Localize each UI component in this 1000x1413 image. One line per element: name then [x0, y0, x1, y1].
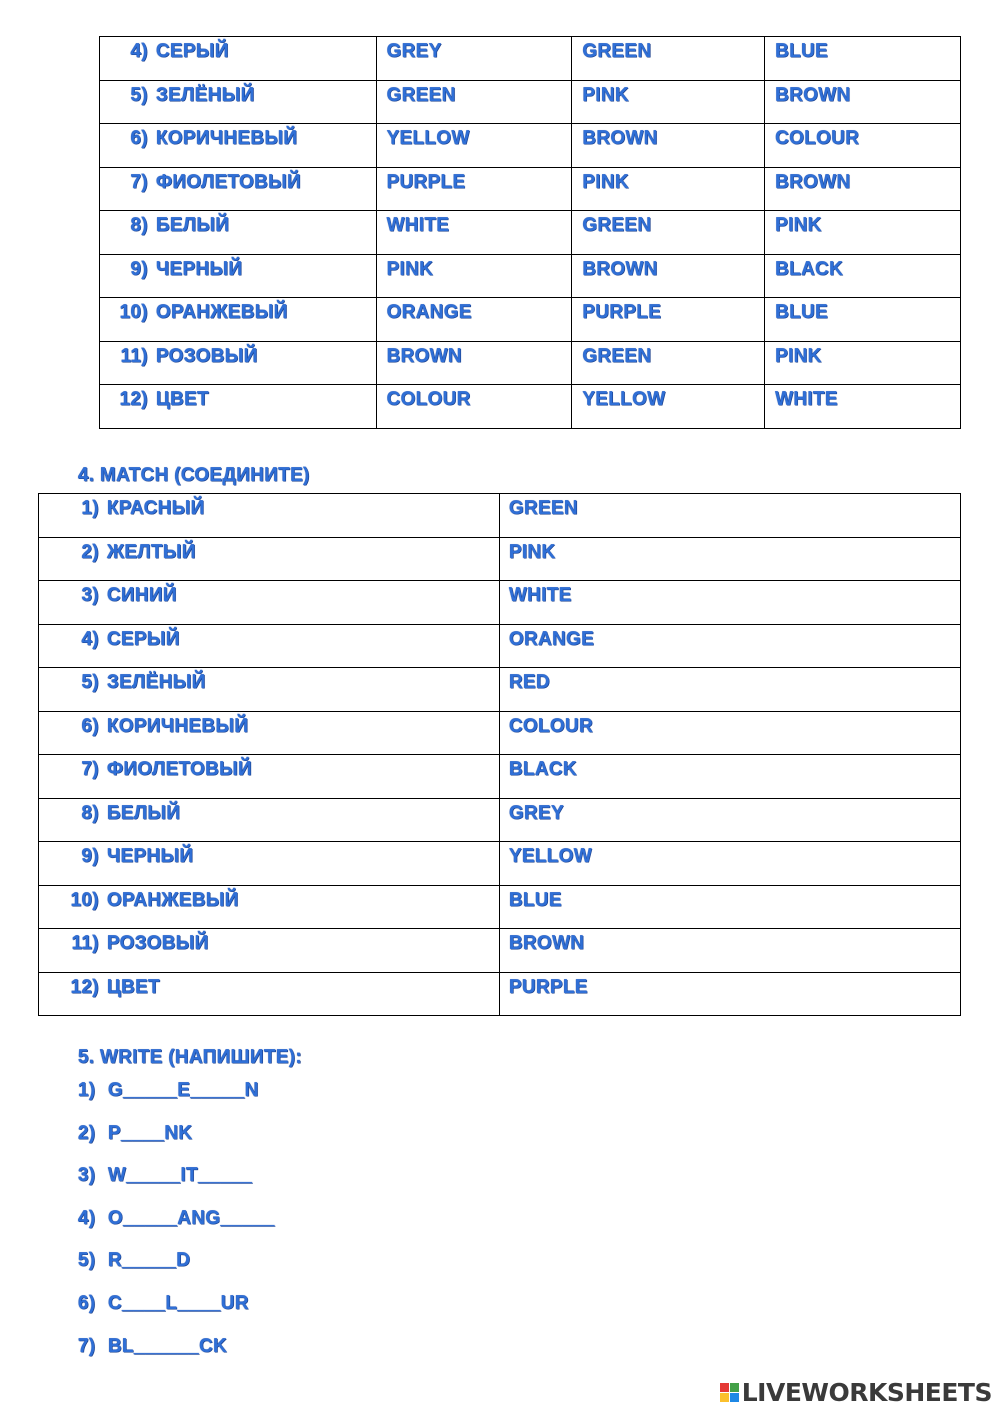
item-number: 12) — [70, 976, 99, 998]
match-russian-cell[interactable] — [39, 929, 500, 973]
match-russian-cell[interactable] — [39, 755, 500, 799]
write-item[interactable] — [78, 1336, 227, 1358]
russian-word: ЗЕЛЁНЫЙ — [107, 672, 206, 693]
choice-option-1[interactable]: COLOUR — [376, 385, 572, 429]
choice-option-1[interactable]: YELLOW — [376, 124, 572, 168]
item-number: 3) — [81, 585, 99, 606]
write-item[interactable] — [78, 1080, 259, 1102]
choice-option-3[interactable]: BLUE — [765, 37, 961, 81]
item-number: 1) — [78, 1080, 96, 1101]
item-number: 2) — [81, 541, 99, 563]
item-number: 10) — [70, 889, 99, 911]
item-number: 6) — [130, 128, 148, 149]
russian-word: КРАСНЫЙ — [107, 498, 205, 519]
match-english-cell[interactable]: BROWN — [500, 929, 961, 973]
match-english-cell[interactable]: GREY — [500, 798, 961, 842]
choice-option-3[interactable]: PINK — [765, 341, 961, 385]
match-english-cell[interactable]: BLACK — [500, 755, 961, 799]
fill-in-word[interactable]: O_____ANG_____ — [108, 1207, 275, 1229]
choice-option-3[interactable]: WHITE — [765, 385, 961, 429]
item-number: 1) — [81, 498, 99, 519]
fill-in-word[interactable]: BL______CK — [108, 1335, 228, 1357]
match-heading: 4. MATCH (СОЕДИНИТЕ) — [78, 465, 310, 486]
choice-option-1[interactable]: GREY — [376, 37, 572, 81]
write-item[interactable] — [78, 1208, 275, 1230]
fill-in-word[interactable]: P____NK — [108, 1122, 193, 1144]
choice-russian-cell — [100, 211, 377, 255]
write-item[interactable] — [78, 1293, 249, 1315]
item-number: 5) — [81, 672, 99, 693]
match-russian-cell[interactable] — [39, 624, 500, 668]
russian-word: СЕРЫЙ — [107, 628, 180, 650]
russian-word: ФИОЛЕТОВЫЙ — [156, 171, 302, 193]
fill-in-word[interactable]: C____L____UR — [108, 1293, 249, 1314]
russian-word: РОЗОВЫЙ — [107, 933, 209, 954]
match-row — [39, 624, 961, 668]
choice-row — [100, 298, 961, 342]
russian-word: ЦВЕТ — [107, 976, 161, 998]
choice-option-3[interactable]: PINK — [765, 211, 961, 255]
choice-row — [100, 211, 961, 255]
choice-russian-cell — [100, 254, 377, 298]
item-number: 5) — [130, 84, 148, 106]
item-number: 9) — [130, 258, 148, 280]
fill-in-word[interactable]: G_____E_____N — [108, 1080, 259, 1101]
item-number: 7) — [130, 171, 148, 193]
choice-option-1[interactable]: BROWN — [376, 341, 572, 385]
item-number: 9) — [81, 846, 99, 867]
choice-row — [100, 167, 961, 211]
logo-square — [720, 1383, 729, 1392]
russian-word: ЗЕЛЁНЫЙ — [156, 84, 255, 106]
item-number: 10) — [119, 302, 148, 323]
liveworksheets-logo — [720, 1378, 992, 1407]
russian-word: ЧЕРНЫЙ — [107, 846, 194, 867]
item-number: 3) — [78, 1165, 96, 1187]
russian-word: ЧЕРНЫЙ — [156, 258, 243, 280]
logo-square — [720, 1393, 729, 1402]
choice-option-2[interactable]: BROWN — [572, 124, 765, 168]
choice-russian-cell — [100, 124, 377, 168]
russian-word: КОРИЧНЕВЫЙ — [107, 715, 249, 737]
russian-word: ФИОЛЕТОВЫЙ — [107, 759, 253, 780]
match-english-cell[interactable]: PINK — [500, 537, 961, 581]
choice-russian-cell — [100, 167, 377, 211]
russian-word: БЕЛЫЙ — [107, 802, 181, 824]
choice-option-3[interactable]: BLACK — [765, 254, 961, 298]
match-row — [39, 755, 961, 799]
item-number: 6) — [78, 1293, 96, 1314]
fill-in-word[interactable]: W_____IT_____ — [108, 1165, 253, 1187]
choice-row — [100, 124, 961, 168]
russian-word: КОРИЧНЕВЫЙ — [156, 128, 298, 149]
choice-row — [100, 341, 961, 385]
match-russian-cell[interactable] — [39, 494, 500, 538]
choice-russian-cell — [100, 80, 377, 124]
choice-option-1[interactable]: PINK — [376, 254, 572, 298]
item-number: 4) — [130, 41, 148, 62]
item-number: 8) — [81, 802, 99, 824]
match-russian-cell[interactable] — [39, 668, 500, 712]
write-heading: 5. WRITE (НАПИШИТЕ): — [78, 1047, 303, 1068]
russian-word: ОРАНЖЕВЫЙ — [107, 889, 239, 911]
choice-russian-cell — [100, 37, 377, 81]
item-number: 8) — [130, 215, 148, 236]
item-number: 4) — [81, 628, 99, 650]
match-english-cell[interactable]: BLUE — [500, 885, 961, 929]
match-english-cell[interactable]: PURPLE — [500, 972, 961, 1016]
choice-row — [100, 37, 961, 81]
russian-word: ЦВЕТ — [156, 389, 210, 410]
russian-word: ОРАНЖЕВЫЙ — [156, 302, 288, 323]
choice-option-1[interactable]: WHITE — [376, 211, 572, 255]
match-row — [39, 711, 961, 755]
match-row — [39, 929, 961, 973]
write-item[interactable] — [78, 1250, 190, 1272]
match-english-cell[interactable]: COLOUR — [500, 711, 961, 755]
item-number: 5) — [78, 1250, 96, 1272]
choice-option-3[interactable]: COLOUR — [765, 124, 961, 168]
write-item[interactable] — [78, 1165, 252, 1187]
match-english-cell[interactable]: GREEN — [500, 494, 961, 538]
logo-text: LIVEWORKSHEETS — [741, 1378, 992, 1407]
choice-option-2[interactable]: BROWN — [572, 254, 765, 298]
choice-russian-cell — [100, 341, 377, 385]
match-russian-cell[interactable] — [39, 798, 500, 842]
item-number: 4) — [78, 1207, 96, 1229]
match-row — [39, 885, 961, 929]
russian-word: ЖЕЛТЫЙ — [107, 541, 196, 563]
match-english-cell[interactable]: YELLOW — [500, 842, 961, 886]
choice-option-1[interactable]: ORANGE — [376, 298, 572, 342]
match-row — [39, 668, 961, 712]
choice-table — [99, 36, 961, 429]
item-number: 6) — [81, 715, 99, 737]
match-english-cell[interactable]: RED — [500, 668, 961, 712]
logo-square — [730, 1383, 739, 1392]
match-row — [39, 537, 961, 581]
match-row — [39, 842, 961, 886]
choice-option-3[interactable]: BROWN — [765, 80, 961, 124]
match-russian-cell[interactable] — [39, 581, 500, 625]
match-english-cell[interactable]: ORANGE — [500, 624, 961, 668]
match-table — [38, 493, 961, 1016]
logo-square — [730, 1393, 739, 1402]
match-row — [39, 494, 961, 538]
match-row — [39, 972, 961, 1016]
russian-word: СЕРЫЙ — [156, 41, 229, 62]
liveworksheets-logo-icon — [720, 1383, 739, 1402]
choice-option-2[interactable]: GREEN — [572, 341, 765, 385]
russian-word: СИНИЙ — [107, 585, 177, 606]
russian-word: РОЗОВЫЙ — [156, 345, 258, 367]
item-number: 11) — [120, 345, 148, 367]
match-russian-cell[interactable] — [39, 972, 500, 1016]
choice-option-2[interactable]: PURPLE — [572, 298, 765, 342]
russian-word: БЕЛЫЙ — [156, 215, 230, 236]
item-number: 7) — [81, 759, 99, 780]
choice-option-2[interactable]: GREEN — [572, 37, 765, 81]
choice-row — [100, 80, 961, 124]
item-number: 11) — [71, 933, 99, 954]
match-english-cell[interactable]: WHITE — [500, 581, 961, 625]
choice-option-1[interactable]: PURPLE — [376, 167, 572, 211]
write-item[interactable] — [78, 1123, 192, 1145]
match-russian-cell[interactable] — [39, 842, 500, 886]
choice-option-1[interactable]: GREEN — [376, 80, 572, 124]
item-number: 2) — [78, 1122, 96, 1144]
choice-option-3[interactable]: BROWN — [765, 167, 961, 211]
choice-row — [100, 254, 961, 298]
choice-option-2[interactable]: GREEN — [572, 211, 765, 255]
choice-row — [100, 385, 961, 429]
match-russian-cell[interactable] — [39, 537, 500, 581]
choice-russian-cell — [100, 298, 377, 342]
match-row — [39, 798, 961, 842]
item-number: 12) — [119, 389, 148, 410]
choice-russian-cell — [100, 385, 377, 429]
choice-option-3[interactable]: BLUE — [765, 298, 961, 342]
fill-in-word[interactable]: R_____D — [108, 1250, 191, 1272]
choice-option-2[interactable]: PINK — [572, 167, 765, 211]
match-russian-cell[interactable] — [39, 711, 500, 755]
match-russian-cell[interactable] — [39, 885, 500, 929]
item-number: 7) — [78, 1335, 96, 1357]
choice-option-2[interactable]: PINK — [572, 80, 765, 124]
choice-option-2[interactable]: YELLOW — [572, 385, 765, 429]
match-row — [39, 581, 961, 625]
